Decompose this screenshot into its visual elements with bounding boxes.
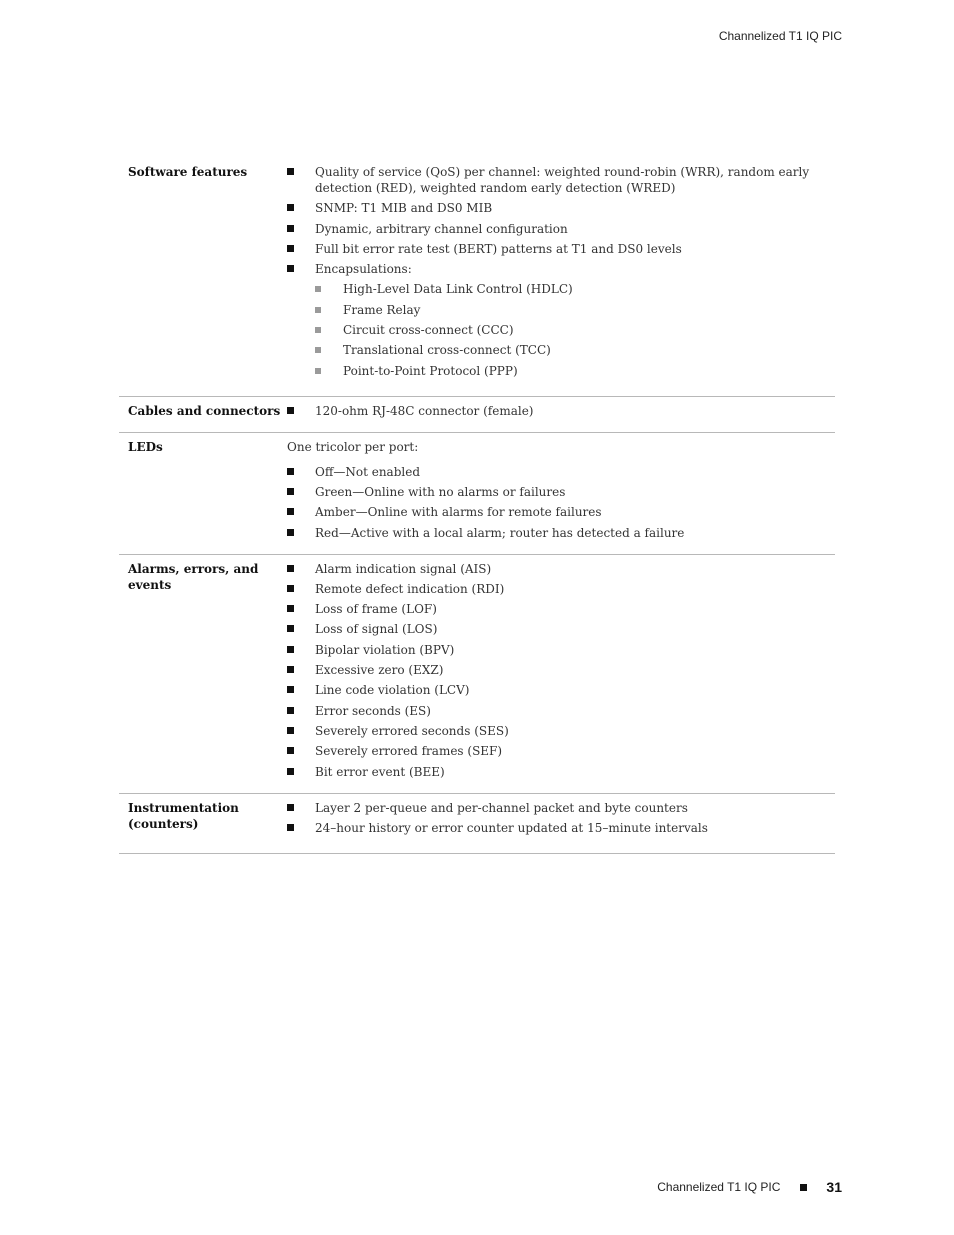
list-item: Remote defect indication (RDI): [287, 581, 835, 597]
bullet-icon: [287, 666, 294, 673]
list-item: Bit error event (BEE): [287, 764, 835, 780]
bullet-icon: [287, 488, 294, 495]
row-instrumentation: [119, 794, 835, 854]
list-item: Off—Not enabled: [287, 464, 835, 480]
bullet-list: [287, 464, 835, 541]
sublist-item: Circuit cross-connect (CCC): [315, 322, 835, 338]
sub-bullet-icon: [315, 347, 321, 353]
row-label: Software features: [128, 165, 248, 179]
row-content: [287, 403, 835, 419]
list-item: Severely errored seconds (SES): [287, 723, 835, 739]
row-content: [287, 164, 835, 379]
row-label: Cables and connectors: [128, 403, 281, 418]
list-item: Bipolar violation (BPV): [287, 642, 835, 658]
list-item: Amber—Online with alarms for remote failures: [287, 504, 835, 520]
leds-intro-text: One tricolor per port:: [287, 439, 419, 454]
bullet-icon: [287, 265, 294, 272]
list-item: Encapsulations: High-Level Data Link Control (HDLC) Frame Relay Circuit cross-connect (CCC) Translational cross-connect (TCC) Point-to-Point Protocol (PPP): [287, 261, 835, 378]
bullet-icon: [287, 565, 294, 572]
bullet-icon: [287, 245, 294, 252]
bullet-icon: [287, 168, 294, 175]
row-content: [287, 439, 835, 541]
list-item: Severely errored frames (SEF): [287, 743, 835, 759]
list-item: Alarm indication signal (AIS): [287, 561, 835, 577]
list-item: SNMP: T1 MIB and DS0 MIB: [287, 200, 835, 216]
sublist-item: Translational cross-connect (TCC): [315, 342, 835, 358]
list-item: 120-ohm RJ-48C connector (female): [287, 403, 835, 419]
sublist-item: Point-to-Point Protocol (PPP): [315, 363, 835, 379]
list-item: Excessive zero (EXZ): [287, 662, 835, 678]
bullet-icon: [287, 646, 294, 653]
bullet-icon: [287, 508, 294, 515]
list-item: Line code violation (LCV): [287, 682, 835, 698]
row-label: LEDs: [128, 439, 163, 454]
list-item: Green—Online with no alarms or failures: [287, 484, 835, 500]
bullet-list: [287, 164, 835, 379]
list-item: 24–hour history or error counter updated at 15–minute intervals: [287, 820, 835, 836]
bullet-icon: [287, 768, 294, 775]
footer-separator-icon: [800, 1184, 807, 1191]
bullet-list: [287, 403, 835, 419]
row-software-features: [119, 160, 835, 397]
running-header: Channelized T1 IQ PIC: [718, 29, 842, 43]
bullet-icon: [287, 529, 294, 536]
sub-bullet-icon: [315, 327, 321, 333]
row-label: Instrumentation (counters): [128, 800, 239, 831]
bullet-list: [287, 800, 835, 836]
specifications-table: [119, 160, 835, 854]
bullet-icon: [287, 804, 294, 811]
page-number: 31: [826, 1179, 842, 1195]
bullet-icon: [287, 707, 294, 714]
footer-title: Channelized T1 IQ PIC: [657, 1180, 781, 1194]
bullet-icon: [287, 686, 294, 693]
bullet-icon: [287, 468, 294, 475]
bullet-list: [287, 561, 835, 780]
list-item: Loss of signal (LOS): [287, 621, 835, 637]
bullet-icon: [287, 225, 294, 232]
row-content: [287, 561, 835, 780]
list-item: Quality of service (QoS) per channel: weighted round-robin (WRR), random early detection (RED), weighted random early detection (WRED): [287, 164, 835, 196]
sublist-item: High-Level Data Link Control (HDLC): [315, 281, 835, 297]
list-item: Full bit error rate test (BERT) patterns at T1 and DS0 levels: [287, 241, 835, 257]
row-label: Alarms, errors, and events: [128, 561, 259, 592]
bullet-icon: [287, 204, 294, 211]
sub-bullet-icon: [315, 286, 321, 292]
bullet-icon: [287, 824, 294, 831]
bullet-icon: [287, 407, 294, 414]
sublist-item: Frame Relay: [315, 302, 835, 318]
list-item: Loss of frame (LOF): [287, 601, 835, 617]
bullet-icon: [287, 605, 294, 612]
bullet-icon: [287, 585, 294, 592]
list-item: Dynamic, arbitrary channel configuration: [287, 221, 835, 237]
sub-bullet-icon: [315, 368, 321, 374]
bullet-icon: [287, 625, 294, 632]
row-alarms-errors-events: [119, 555, 835, 794]
row-cables-and-connectors: [119, 397, 835, 433]
page-footer: [657, 1179, 842, 1195]
bullet-icon: [287, 747, 294, 754]
row-leds: [119, 433, 835, 555]
row-content: [287, 800, 835, 836]
list-item: Layer 2 per-queue and per-channel packet and byte counters: [287, 800, 835, 816]
list-item: Red—Active with a local alarm; router has detected a failure: [287, 525, 835, 541]
list-item: Error seconds (ES): [287, 703, 835, 719]
bullet-icon: [287, 727, 294, 734]
encapsulations-sublist: [315, 281, 835, 378]
sub-bullet-icon: [315, 307, 321, 313]
